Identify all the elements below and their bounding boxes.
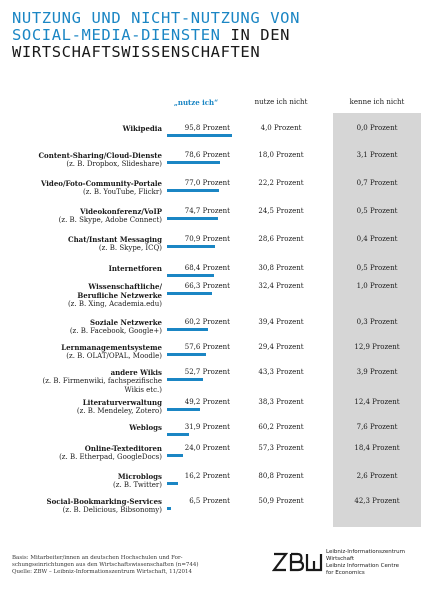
category-main: Online-Texteditoren (84, 444, 162, 453)
bar-nutze (167, 292, 212, 295)
value-nutze: 24,0 Prozent (184, 444, 230, 452)
value-nutze-nicht: 28,6 Prozent (258, 235, 304, 243)
value-nutze-nicht: 32,4 Prozent (258, 282, 304, 290)
category-main: Weblogs (129, 423, 162, 432)
value-nutze-nicht: 38,3 Prozent (258, 398, 304, 406)
category-main: Lernmanagementsysteme (61, 343, 162, 352)
value-nutze: 49,2 Prozent (184, 398, 230, 406)
value-nutze-nicht: 4,0 Prozent (260, 124, 302, 132)
category-label (12, 282, 162, 309)
value-kenne-nicht: 1,0 Prozent (356, 282, 398, 290)
value-nutze: 16,2 Prozent (184, 472, 230, 480)
header-kenne-nicht: kenne ich nicht (349, 98, 405, 106)
title-line-1: NUTZUNG UND NICHT-NUTZUNG VON (12, 9, 301, 27)
value-nutze-nicht: 18,0 Prozent (258, 151, 304, 159)
value-kenne-nicht: 0,7 Prozent (356, 179, 398, 187)
category-sub: (z. B. Dropbox, Slideshare) (66, 160, 162, 168)
zbw-logo-icon (272, 551, 324, 573)
logo-line-2: Wirtschaft (326, 556, 355, 562)
value-nutze-nicht: 39,4 Prozent (258, 318, 304, 326)
bar-nutze (167, 245, 215, 248)
value-kenne-nicht: 0,4 Prozent (356, 235, 398, 243)
value-nutze: 57,6 Prozent (184, 343, 230, 351)
logo-line-3: Leibniz Information Centre (326, 563, 399, 569)
category-sub: (z. B. Mendeley, Zotero) (76, 407, 162, 415)
bar-nutze (167, 378, 203, 381)
category-label (12, 472, 162, 490)
category-sub: (z. B. Etherpad, GoogleDocs) (59, 453, 162, 461)
value-nutze-nicht: 60,2 Prozent (258, 423, 304, 431)
bar-nutze (167, 217, 218, 220)
footnote-line-2: schungseinrichtungen aus den Wirtschaftswissenschaften (n=744) (12, 562, 199, 568)
category-main: Content-Sharing/Cloud-Dienste (38, 151, 162, 160)
value-nutze-nicht: 50,9 Prozent (258, 497, 304, 505)
value-kenne-nicht: 0,5 Prozent (356, 264, 398, 272)
value-kenne-nicht: 0,0 Prozent (356, 124, 398, 132)
category-main: Chat/Instant Messaging (68, 235, 162, 244)
category-label (12, 497, 162, 515)
category-label (12, 151, 162, 169)
category-sub: (z. B. Skype, Adobe Connect) (58, 216, 162, 224)
value-nutze: 74,7 Prozent (184, 207, 230, 215)
value-kenne-nicht: 2,6 Prozent (356, 472, 398, 480)
category-main: Wikipedia (122, 124, 162, 133)
category-sub: (z. B. OLAT/OPAL, Moodle) (66, 352, 162, 360)
value-nutze-nicht: 57,3 Prozent (258, 444, 304, 452)
category-main: Social-Bookmarking-Services (46, 497, 162, 506)
logo-line-1: Leibniz-Informationszentrum (326, 549, 405, 555)
category-sub: (z. B. Firmenwiki, fachspezifische (42, 377, 162, 385)
chart-title (12, 10, 412, 61)
bar-nutze (167, 189, 219, 192)
logo-text (326, 549, 421, 577)
category-label (12, 398, 162, 416)
footnote-line-3: Quelle: ZBW – Leibniz-Informationszentrum Wirtschaft, 11/2014 (12, 569, 193, 575)
category-sub: (z. B. Facebook, Google+) (69, 327, 162, 335)
title-line-2-dark: IN DEN (230, 26, 291, 44)
category-main: Soziale Netzwerke (90, 318, 162, 327)
category-label (12, 444, 162, 462)
value-kenne-nicht: 0,3 Prozent (356, 318, 398, 326)
category-label (12, 264, 162, 273)
category-main: andere Wikis (110, 368, 162, 377)
value-nutze: 31,9 Prozent (184, 423, 230, 431)
category-label (12, 235, 162, 253)
category-main: Literaturverwaltung (82, 398, 162, 407)
value-nutze: 52,7 Prozent (184, 368, 230, 376)
category-main: Internetforen (108, 264, 162, 273)
value-nutze-nicht: 24,5 Prozent (258, 207, 304, 215)
value-kenne-nicht: 3,1 Prozent (356, 151, 398, 159)
category-sub: (z. B. YouTube, Flickr) (82, 188, 162, 196)
category-label (12, 343, 162, 361)
category-sub: Berufliche Netzwerke (77, 291, 162, 300)
category-label (12, 179, 162, 197)
value-nutze-nicht: 43,3 Prozent (258, 368, 304, 376)
value-nutze: 77,0 Prozent (184, 179, 230, 187)
bar-nutze (167, 408, 200, 411)
value-kenne-nicht: 12,9 Prozent (354, 343, 400, 351)
bar-nutze (167, 507, 171, 510)
value-nutze-nicht: 22,2 Prozent (258, 179, 304, 187)
bar-nutze (167, 353, 206, 356)
bar-nutze (167, 482, 178, 485)
category-label (12, 423, 162, 432)
bar-nutze (167, 454, 183, 457)
value-nutze: 78,6 Prozent (184, 151, 230, 159)
category-label (12, 368, 162, 395)
bar-nutze (167, 134, 232, 137)
category-sub: (z. B. Xing, Academia.edu) (67, 300, 162, 308)
value-kenne-nicht: 7,6 Prozent (356, 423, 398, 431)
category-sub: (z. B. Twitter) (113, 481, 162, 489)
value-kenne-nicht: 18,4 Prozent (354, 444, 400, 452)
value-nutze: 95,8 Prozent (184, 124, 230, 132)
category-main: Videokonferenz/VoIP (80, 207, 162, 216)
title-line-2-blue: SOCIAL-MEDIA-DIENSTEN (12, 26, 221, 44)
value-nutze: 68,4 Prozent (184, 264, 230, 272)
category-label (12, 124, 162, 133)
bar-nutze (167, 328, 208, 331)
bar-nutze (167, 433, 189, 436)
category-main: Microblogs (117, 472, 162, 481)
logo-line-4: for Economics (326, 570, 365, 576)
bar-nutze (167, 274, 214, 277)
value-kenne-nicht: 3,9 Prozent (356, 368, 398, 376)
category-main: Wissenschaftliche/ (88, 282, 162, 291)
value-nutze-nicht: 80,8 Prozent (258, 472, 304, 480)
category-sub: Wikis etc.) (124, 386, 162, 394)
value-nutze: 6,5 Prozent (189, 497, 230, 505)
footnote-line-1: Basis: Mitarbeiter/innen an deutschen Hochschulen und For- (12, 555, 183, 561)
title-line-3: WIRTSCHAFTSWISSENSCHAFTEN (12, 43, 261, 61)
value-kenne-nicht: 12,4 Prozent (354, 398, 400, 406)
category-sub: (z. B. Skype, ICQ) (98, 244, 162, 252)
header-nutze: „nutze ich“ (173, 98, 219, 107)
value-nutze: 70,9 Prozent (184, 235, 230, 243)
category-label (12, 318, 162, 336)
title-line-2 (12, 27, 412, 44)
value-nutze: 60,2 Prozent (184, 318, 230, 326)
category-sub: (z. B. Delicious, Bibsonomy) (62, 506, 162, 514)
value-nutze-nicht: 30,8 Prozent (258, 264, 304, 272)
category-label (12, 207, 162, 225)
value-nutze: 66,3 Prozent (184, 282, 230, 290)
value-kenne-nicht: 0,5 Prozent (356, 207, 398, 215)
value-nutze-nicht: 29,4 Prozent (258, 343, 304, 351)
footnote (12, 555, 262, 576)
bar-nutze (167, 161, 220, 164)
category-main: Video/Foto-Community-Portale (40, 179, 162, 188)
value-kenne-nicht: 42,3 Prozent (354, 497, 400, 505)
header-nutze-nicht: nutze ich nicht (254, 98, 308, 106)
